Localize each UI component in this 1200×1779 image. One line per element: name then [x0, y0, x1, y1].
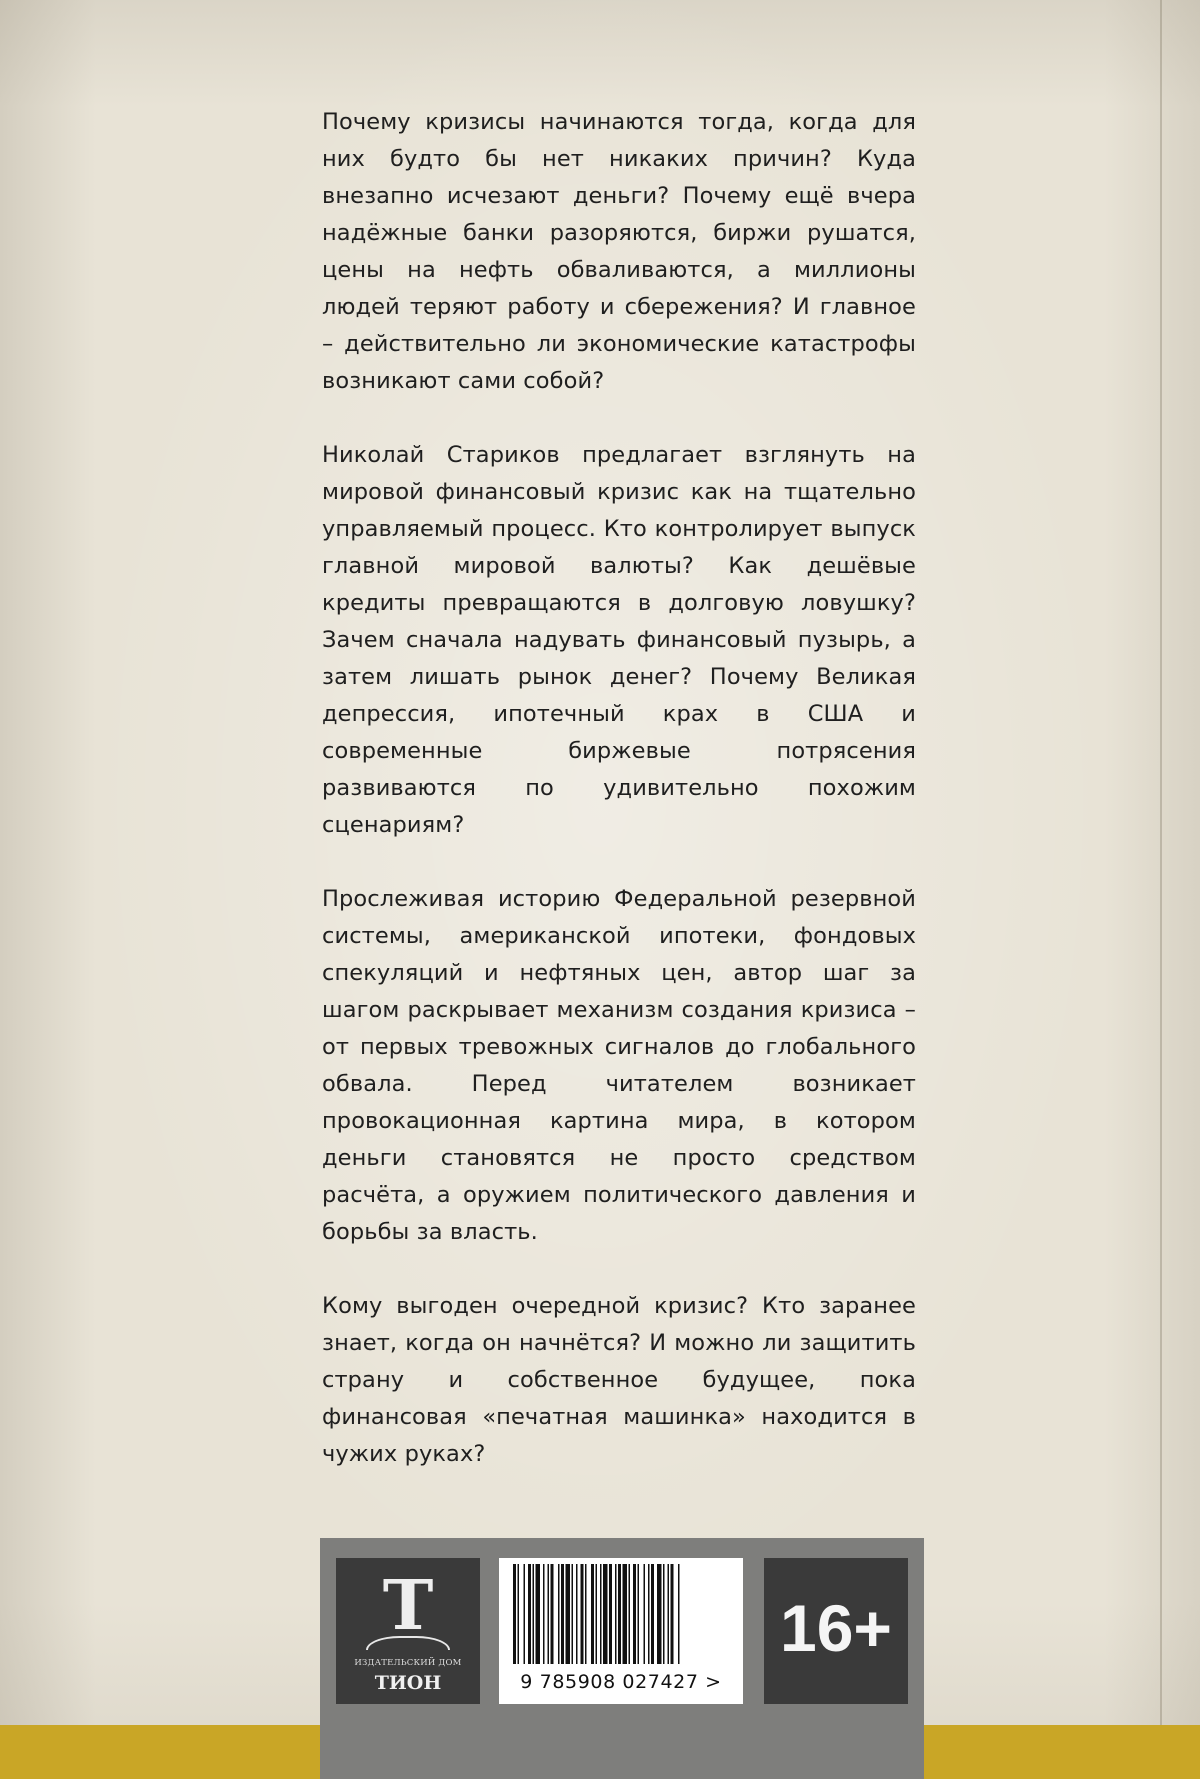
publisher-logo [336, 1558, 480, 1704]
publisher-name: ТИОН [374, 1672, 442, 1694]
age-rating-badge [764, 1558, 908, 1704]
annotation-paragraph-4: Кому выгоден очередной кризис? Кто заранее знает, когда он начнётся? И можно ли защитить страну и собственное будущее, пока финансовая «печатная машинка» находится в чужих руках? [322, 1293, 916, 1467]
cover-fold-line [1160, 0, 1162, 1779]
open-book-icon [366, 1636, 450, 1650]
barcode-bars-icon [507, 1564, 735, 1668]
publisher-label: ИЗДАТЕЛЬСКИЙ ДОМ [354, 1658, 462, 1668]
annotation-text [322, 104, 916, 1510]
age-rating-label: 16+ [780, 1591, 892, 1665]
publisher-logo-letter: Т [382, 1566, 434, 1646]
annotation-paragraph-1: Почему кризисы начинаются тогда, когда для них будто бы нет никаких причин? Куда внезапно исчезают деньги? Почему ещё вчера надёжные банки разоряются, биржи рушатся, цены на нефть обваливаются, а миллионы людей теряют работу и сбережения? И главное – действительно ли экономические катастрофы возникают сами собой? [322, 109, 916, 394]
annotation-paragraph-3: Прослеживая историю Федеральной резервной системы, американской ипотеки, фондовых спекуляций и нефтяных цен, автор шаг за шагом раскрывает механизм создания кризиса – от первых тревожных сигналов до глобального обвала. Перед читателем возникает провокационная картина мира, в котором деньги становятся не просто средством расчёта, а оружием политического давления и борьбы за власть. [322, 886, 916, 1245]
isbn-barcode [499, 1558, 743, 1704]
annotation-paragraph-2: Николай Стариков предлагает взглянуть на мировой финансовый кризис как на тщательно управляемый процесс. Кто контролирует выпуск главной мировой валюты? Как дешёвые кредиты превращаются в долговую ловушку? Зачем сначала надувать финансовый пузырь, а затем лишать рынок денег? Почему Великая депрессия, ипотечный крах в США и современные биржевые потрясения развиваются по удивительно похожим сценариям? [322, 442, 916, 838]
barcode-number: 9 785908 027427 > [520, 1671, 722, 1693]
